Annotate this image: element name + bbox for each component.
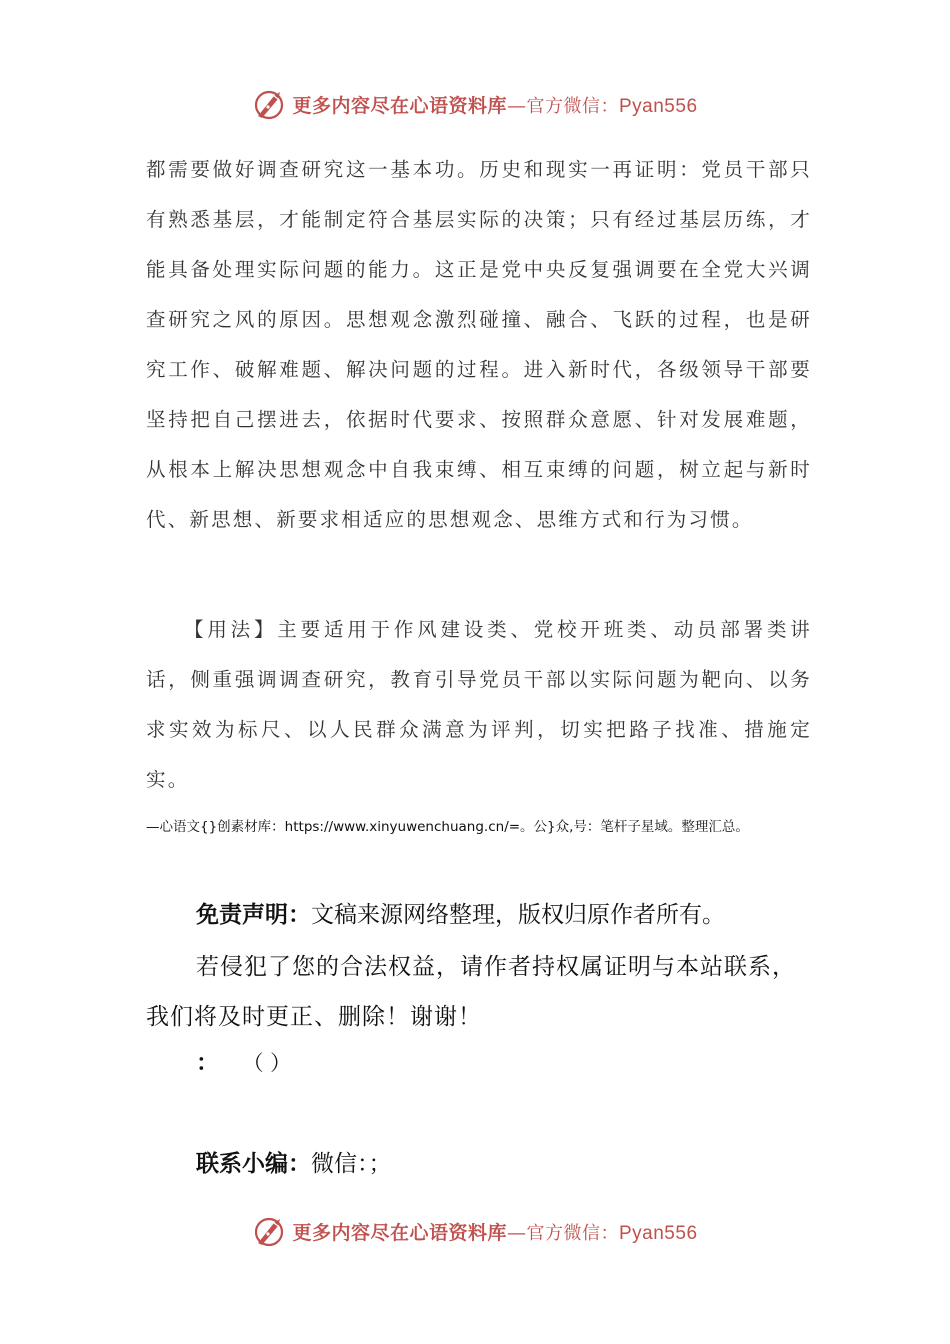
header-banner [0,84,950,124]
banner-wechat-label: 官方微信： [526,95,619,117]
body-paragraph-usage: 【用法】主要适用于作风建设类、党校开班类、动员部署类讲话，侧重强调调查研究，教育引导党员干部以实际问题为靶向、以务求实效为标尺、以人民群众满意为评判，切实把路子找准、措施定实。 [146,618,812,791]
contact-line [196,1139,866,1189]
contact-label: 联系小编： [196,1151,311,1177]
disclaimer-line-2: 若侵犯了您的合法权益，请作者持权属证明与本站联系，我们将及时更正、删除！谢谢！ [146,954,796,1030]
banner-wechat-label: 官方微信： [526,1222,619,1244]
banner-wechat-id: Pyan556 [619,95,698,117]
contact-value: 微信：； [311,1151,392,1177]
banner-wechat-id: Pyan556 [619,1222,698,1244]
disclaimer-label: 免责声明： [196,902,311,928]
footer-banner [0,1211,950,1251]
banner-site-text: 更多内容尽在心语资料库—官方微信：Pyan556 [292,1221,698,1244]
body-paragraph-1: 都需要做好调查研究这一基本功。历史和现实一再证明：党员干部只有熟悉基层，才能制定符合基层实际的决策；只有经过基层历练，才能具备处理实际问题的能力。这正是党中央反复强调要在全党大兴调查研究之风的原因。思想观念激烈碰撞、融合、飞跃的过程，也是研究工作、破解难题、解决问题的过程。进入新时代，各级领导干部要坚持把自己摆进去，依据时代要求、按照群众意愿、针对发展难题，从根本上解决思想观念中自我束缚、相互束缚的问题，树立起与新时代、新思想、新要求相适应的思想观念、思维方式和行为习惯。 [146,158,812,531]
source-line: —心语文{}创素材库：https://www.xinyuwenchuang.cn/=。公}众,号：笔杆子星域。整理汇总。 [146,819,749,835]
disclaimer-colon-line: ： （ ） [196,1050,292,1076]
pen-nib-icon [252,1213,288,1249]
disclaimer-line-1: 免责声明：文稿来源网络整理，版权归原作者所有。 [196,902,725,928]
banner-site-text: 更多内容尽在心语资料库—官方微信：Pyan556 [292,94,698,117]
pen-nib-icon [252,86,288,122]
